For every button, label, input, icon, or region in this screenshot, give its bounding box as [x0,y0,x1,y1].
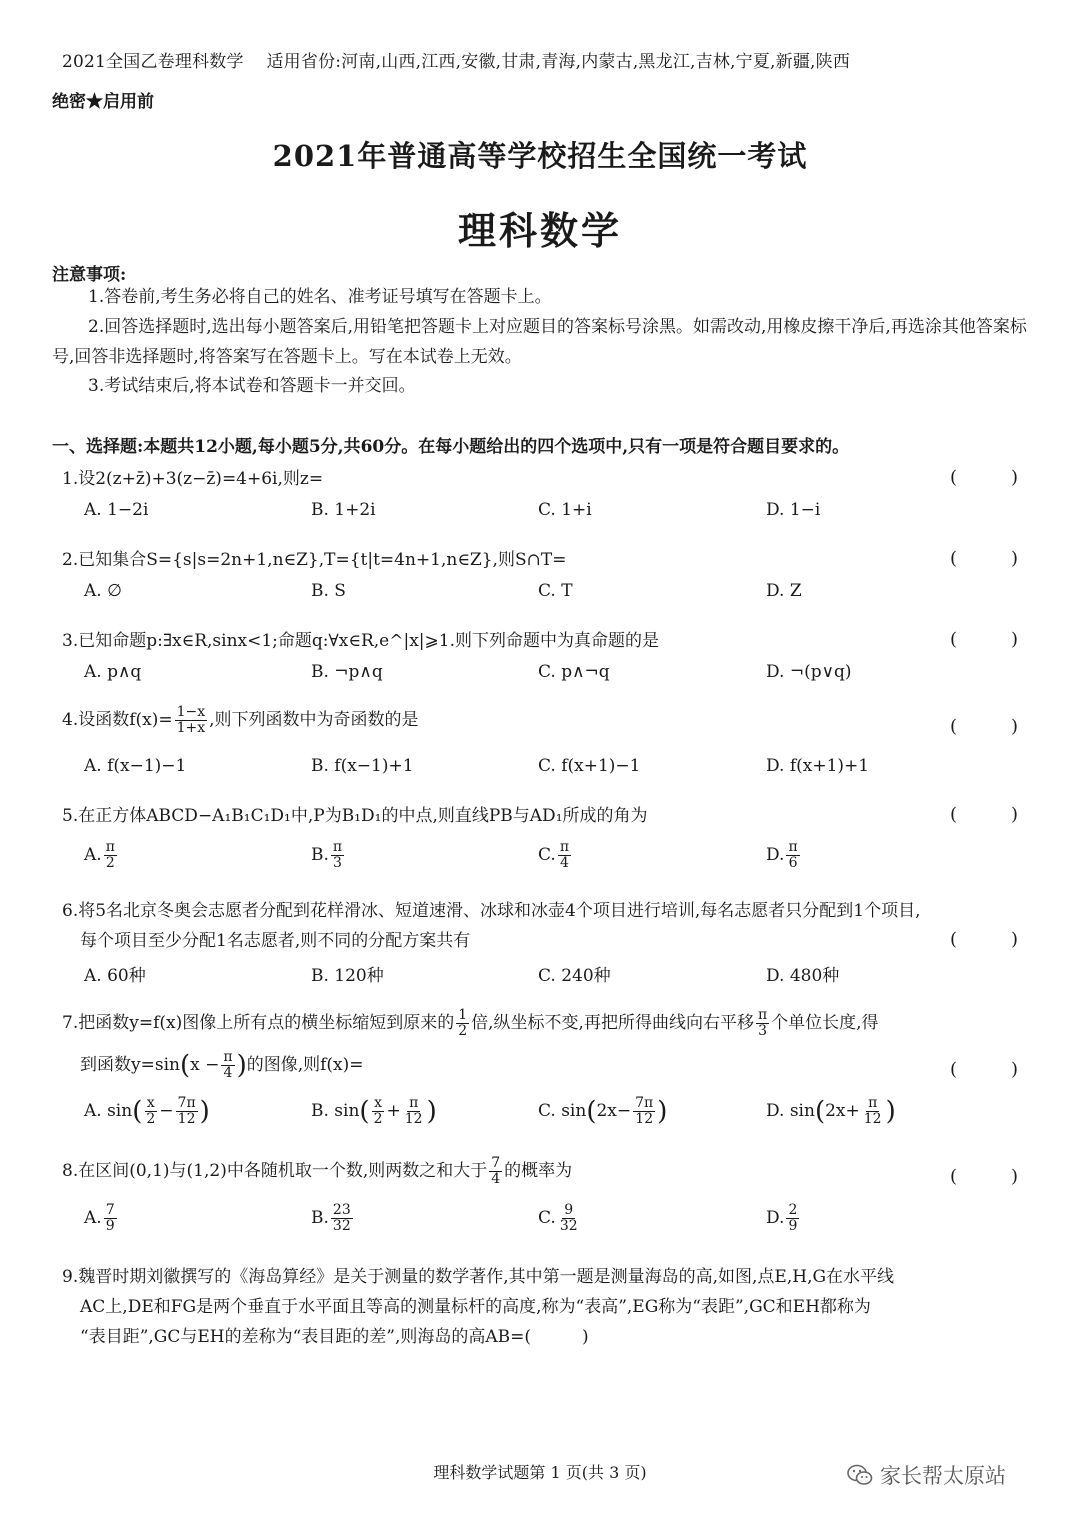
q7-d-label: D. sin [766,1101,815,1121]
q7-half-fraction [456,1008,469,1039]
q8-option-b [311,1203,355,1234]
q8-option-c [538,1203,582,1234]
q5-option-b [311,840,346,871]
q3-option-c: C. p∧¬q [538,662,610,682]
q7-quarter-den: 4 [223,1065,233,1081]
q8-c-fraction [558,1203,580,1234]
watermark [846,1460,1006,1490]
q8-den: 4 [491,1171,501,1187]
q7-a-num-2: 7π [177,1095,196,1111]
right-paren: ) [657,1096,668,1127]
q7-half-den: 2 [458,1023,468,1039]
q8-b-label: B. [311,1208,329,1228]
q7-c-den: 12 [635,1111,654,1127]
q5-d-label: D. [766,845,785,865]
q7-d-den: 12 [863,1111,882,1127]
question-9-line-3: “表目距”,GC与EH的差称为“表目距的差”,则海岛的高AB=( ) [80,1327,589,1347]
q7-d-frac [862,1096,884,1127]
q8-a-fraction [104,1203,117,1234]
q5-b-fraction [331,840,344,871]
left-paren: ( [586,1096,597,1127]
q7-b-den-2: 12 [404,1111,423,1127]
q7-option-a [84,1096,210,1127]
q5-d-num: π [788,839,798,855]
q2-option-a: A. ∅ [84,581,122,601]
q8-c-num: 9 [564,1202,574,1218]
q1-option-a: A. 1−2i [84,500,149,520]
q8-d-den: 9 [788,1218,798,1234]
notice-heading: 注意事项: [52,265,127,285]
q3-option-a: A. p∧q [84,662,142,682]
right-paren: ) [885,1096,896,1127]
exam-title: 2021年普通高等学校招生全国统一考试 [272,139,808,173]
q4-stem-suffix: ,则下列函数中为奇函数的是 [209,710,419,730]
question-4-stem [62,705,419,736]
q8-b-fraction [331,1203,353,1234]
q8-num: 7 [491,1155,501,1171]
answer-paren: ( ) [950,1059,1019,1080]
q8-c-label: C. [538,1208,556,1228]
q7-b-num-2: π [409,1095,419,1111]
q7-shift-den: 3 [758,1023,768,1039]
q7-quarter-num: π [223,1049,233,1065]
notice-item-2: 2.回答选择题时,选出每小题答案后,用铅笔把答题卡上对应题目的答案标号涂黑。如需改动,用橡皮擦干净后,再选涂其他答案标号,回答非选择题时,将答案写在答题卡上。写在本试卷上无效。 [52,317,1027,367]
answer-paren: ( ) [950,467,1019,488]
answer-paren: ( ) [950,929,1019,950]
question-7-stem-line-2 [80,1050,364,1081]
q8-a-den: 9 [105,1218,115,1234]
q7-option-b [311,1096,437,1127]
q7-a-label: A. sin [84,1101,133,1121]
q5-option-d [766,840,802,871]
q4-option-a: A. f(x−1)−1 [84,756,187,776]
left-paren: ( [179,1050,191,1081]
q4-option-d: D. f(x+1)+1 [766,756,870,776]
question-6-stem-line-2: 每个项目至少分配1名志愿者,则不同的分配方案共有 [80,931,471,951]
left-paren: ( [132,1096,143,1127]
q8-d-fraction [786,1203,799,1234]
q7-option-c [538,1096,667,1127]
q7-b-frac-2 [403,1096,425,1127]
q7-d-num: π [868,1095,878,1111]
q8-text-2: 的概率为 [504,1161,573,1181]
q5-option-a [84,840,119,871]
q8-option-d [766,1203,801,1234]
q5-c-fraction [558,840,571,871]
q8-a-label: A. [84,1208,102,1228]
q5-a-label: A. [84,845,102,865]
q7-a-op: − [159,1101,174,1121]
subject-title: 理科数学 [457,208,622,253]
q2-option-d: D. Z [766,581,802,601]
q3-option-b: B. ¬p∧q [311,662,383,682]
page-footer: 理科数学试题第 1 页(共 3 页) [433,1463,647,1482]
question-9-line-1: 9.魏晋时期刘徽撰写的《海岛算经》是关于测量的数学著作,其中第一题是测量海岛的高,如图,点E,H,G在水平线 [62,1267,895,1287]
q5-b-num: π [332,839,343,855]
left-paren: ( [359,1096,370,1127]
q8-b-num: 23 [332,1202,351,1218]
q8-c-den: 32 [559,1218,578,1234]
question-6-stem-line-1: 6.将5名北京冬奥会志愿者分配到花样滑冰、短道速滑、冰球和冰壶4个项目进行培训,每名志愿者只分配到1个项目, [62,901,921,921]
question-2-stem: 2.已知集合S={s|s=2n+1,n∈Z},T={t|t=4n+1,n∈Z},则S∩T= [62,550,567,570]
right-paren: ) [199,1096,210,1127]
q7-b-den-1: 2 [373,1111,383,1127]
q4-fraction-num: 1−x [176,704,206,720]
q4-fraction-den: 1+x [176,720,206,736]
q7-text-1: 7.把函数y=f(x)图像上所有点的横坐标缩短到原来的 [62,1013,455,1033]
answer-paren: ( ) [950,548,1019,569]
q8-option-a [84,1203,119,1234]
q3-option-d: D. ¬(p∨q) [766,662,852,682]
notice-item-1: 1.答卷前,考生务必将自己的姓名、准考证号填写在答题卡上。 [88,287,552,307]
q2-option-c: C. T [538,581,573,601]
q7-c-label: C. sin [538,1101,587,1121]
answer-paren: ( ) [950,629,1019,650]
answer-paren: ( ) [950,716,1019,737]
q7-x-minus: x − [190,1055,220,1075]
q8-a-num: 7 [105,1202,115,1218]
question-1-stem: 1.设2(z+z̄)+3(z−z̄)=4+6i,则z= [62,469,324,489]
q7-b-num-1: x [374,1095,382,1111]
q2-option-b: B. S [311,581,346,601]
q5-d-den: 6 [788,855,798,871]
q5-a-den: 2 [105,855,115,871]
section-heading: 一、选择题:本题共12小题,每小题5分,共60分。在每小题给出的四个选项中,只有一项是符合题目要求的。 [52,437,850,457]
q6-option-c: C. 240种 [538,966,611,986]
q7-a-frac-2 [176,1096,198,1127]
q5-c-num: π [559,839,570,855]
q8-d-label: D. [766,1208,785,1228]
q4-option-b: B. f(x−1)+1 [311,756,414,776]
q7-b-label: B. sin [311,1101,360,1121]
right-paren: ) [426,1096,437,1127]
q4-stem-prefix: 4.设函数f(x)= [62,710,173,730]
answer-paren: ( ) [950,1166,1019,1187]
exam-info-line: 2021全国乙卷理科数学 适用省份:河南,山西,江西,安徽,甘肃,青海,内蒙古,黑龙江,吉林,宁夏,新疆,陕西 [62,52,851,72]
q1-option-d: D. 1−i [766,500,821,520]
answer-paren: ( ) [950,804,1019,825]
question-9-line-2: AC上,DE和FG是两个垂直于水平面且等高的测量标杆的高度,称为“表高”,EG称为“表距”,GC和EH都称为 [80,1297,871,1317]
q7-a-den-2: 12 [177,1111,196,1127]
q7-c-2x-minus: 2x− [596,1101,632,1121]
q5-c-den: 4 [559,855,569,871]
q5-a-fraction [104,840,117,871]
question-3-stem: 3.已知命题p:∃x∈R,sinx<1;命题q:∀x∈R,e^|x|⩾1.则下列命题中为真命题的是 [62,631,659,651]
q7-text-2: 倍,纵坐标不变,再把所得曲线向右平移 [471,1013,754,1033]
q5-c-label: C. [538,845,556,865]
q5-b-den: 3 [333,855,342,871]
q1-option-c: C. 1+i [538,500,592,520]
q7-option-d [766,1096,896,1127]
left-paren: ( [814,1096,826,1127]
notice-item-3: 3.考试结束后,将本试卷和答题卡一并交回。 [88,376,416,396]
q6-option-a: A. 60种 [84,966,146,986]
q4-option-c: C. f(x+1)−1 [538,756,641,776]
q7-d-2x-plus: 2x+ [825,1101,860,1121]
q7-c-num: 7π [635,1095,654,1111]
q7-half-num: 1 [458,1007,468,1023]
q5-b-label: B. [311,845,329,865]
q6-option-b: B. 120种 [311,966,384,986]
q7-c-frac [633,1096,655,1127]
watermark-text: 家长帮太原站 [880,1464,1006,1488]
q8-b-den: 32 [332,1218,351,1234]
q4-fraction [175,705,208,736]
question-5-stem: 5.在正方体ABCD−A₁B₁C₁D₁中,P为B₁D₁的中点,则直线PB与AD₁所成的角为 [62,806,648,826]
right-paren: ) [236,1050,247,1081]
wechat-icon [846,1461,874,1489]
q7-quarter-fraction [221,1050,234,1081]
q7-shift-fraction [756,1008,769,1039]
q8-text-1: 8.在区间(0,1)与(1,2)中各随机取一个数,则两数之和大于 [62,1161,488,1181]
q7-text-3: 个单位长度,得 [771,1013,879,1033]
q7-a-num-1: x [146,1095,155,1111]
q7-text-5: 的图像,则f(x)= [246,1055,364,1075]
secret-mark: 绝密★启用前 [52,92,154,112]
q7-b-frac-1 [372,1096,385,1127]
question-7-stem-line-1 [62,1008,879,1039]
q6-option-d: D. 480种 [766,966,840,986]
q5-a-num: π [105,839,115,855]
q8-d-num: 2 [788,1202,798,1218]
q7-text-4: 到函数y=sin [80,1055,180,1075]
q5-option-c [538,840,573,871]
q1-option-b: B. 1+2i [311,500,376,520]
q8-fraction [489,1156,502,1187]
question-8-stem [62,1156,572,1187]
q5-d-fraction [786,840,799,871]
q7-a-den-1: 2 [146,1111,156,1127]
q7-shift-num: π [757,1007,768,1023]
q7-b-op: + [386,1101,401,1121]
q7-a-frac-1 [144,1096,157,1127]
